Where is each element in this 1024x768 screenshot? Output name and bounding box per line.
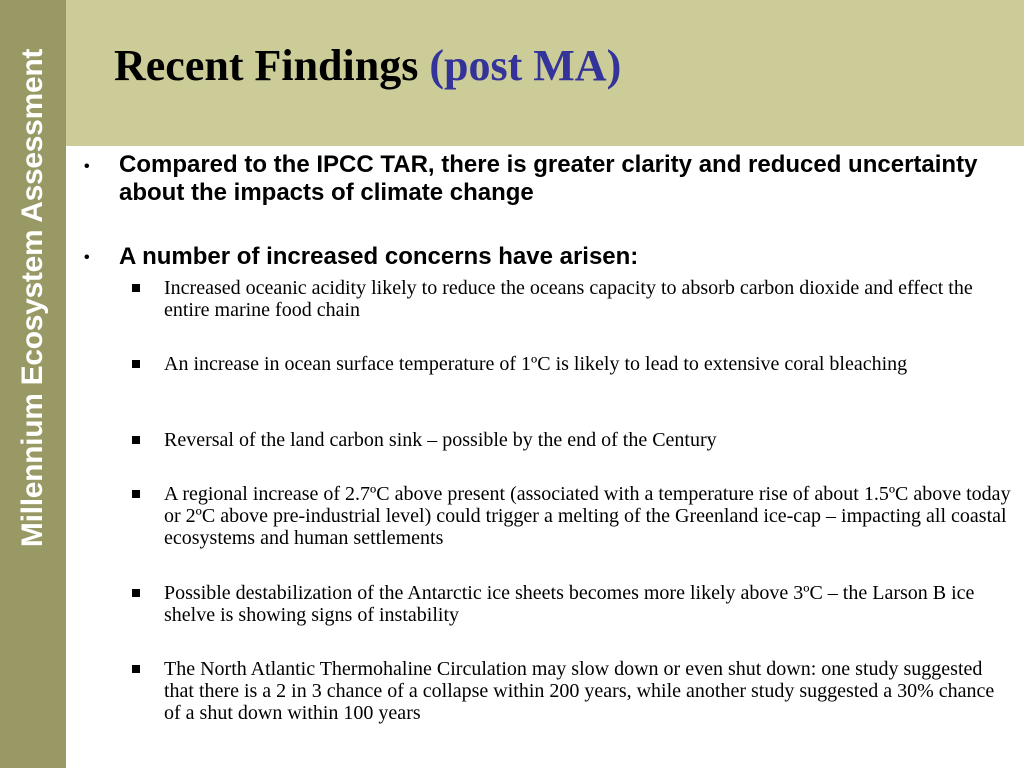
square-bullet-icon: [132, 665, 140, 673]
sub-bullet-item: The North Atlantic Thermohaline Circulation may slow down or even shut down: one study suggested that there is a 2 in 3 chance of a collapse within 200 years, while another study suggested a 30% chance of a shut down within 100 years: [164, 658, 995, 724]
bullet-dot-icon: •: [84, 249, 90, 266]
sidebar: [0, 0, 66, 768]
square-bullet-icon: [132, 490, 140, 498]
title-main: Recent Findings: [114, 41, 419, 90]
sub-bullet-item: Possible destabilization of the Antarctic ice sheets becomes more likely above 3ºC – the Larson B ice shelve is showing signs of instability: [164, 582, 975, 626]
slide-title: [114, 40, 621, 91]
bullet-item: A number of increased concerns have arisen:: [119, 243, 639, 270]
bullet-item: Compared to the IPCC TAR, there is greater clarity and reduced uncertainty about the impacts of climate change: [119, 151, 978, 206]
square-bullet-icon: [132, 589, 140, 597]
sub-bullet-item: A regional increase of 2.7ºC above present (associated with a temperature rise of about 1.5ºC above today or 2ºC above pre-industrial level) could trigger a melting of the Greenland ice-cap – impacting all coastal ecosystems and human settlements: [164, 483, 1011, 549]
square-bullet-icon: [132, 284, 140, 292]
brand-vertical-text: Millennium Ecosystem Assessment: [16, 48, 49, 548]
sub-bullet-item: An increase in ocean surface temperature of 1ºC is likely to lead to extensive coral bleaching: [164, 353, 908, 375]
title-accent: (post MA): [429, 41, 622, 90]
sub-bullet-item: Reversal of the land carbon sink – possible by the end of the Century: [164, 429, 717, 451]
sub-bullet-item: Increased oceanic acidity likely to reduce the oceans capacity to absorb carbon dioxide and effect the entire marine food chain: [164, 277, 973, 321]
square-bullet-icon: [132, 360, 140, 368]
square-bullet-icon: [132, 436, 140, 444]
bullet-dot-icon: •: [84, 158, 90, 175]
slide-content: [66, 146, 1024, 768]
